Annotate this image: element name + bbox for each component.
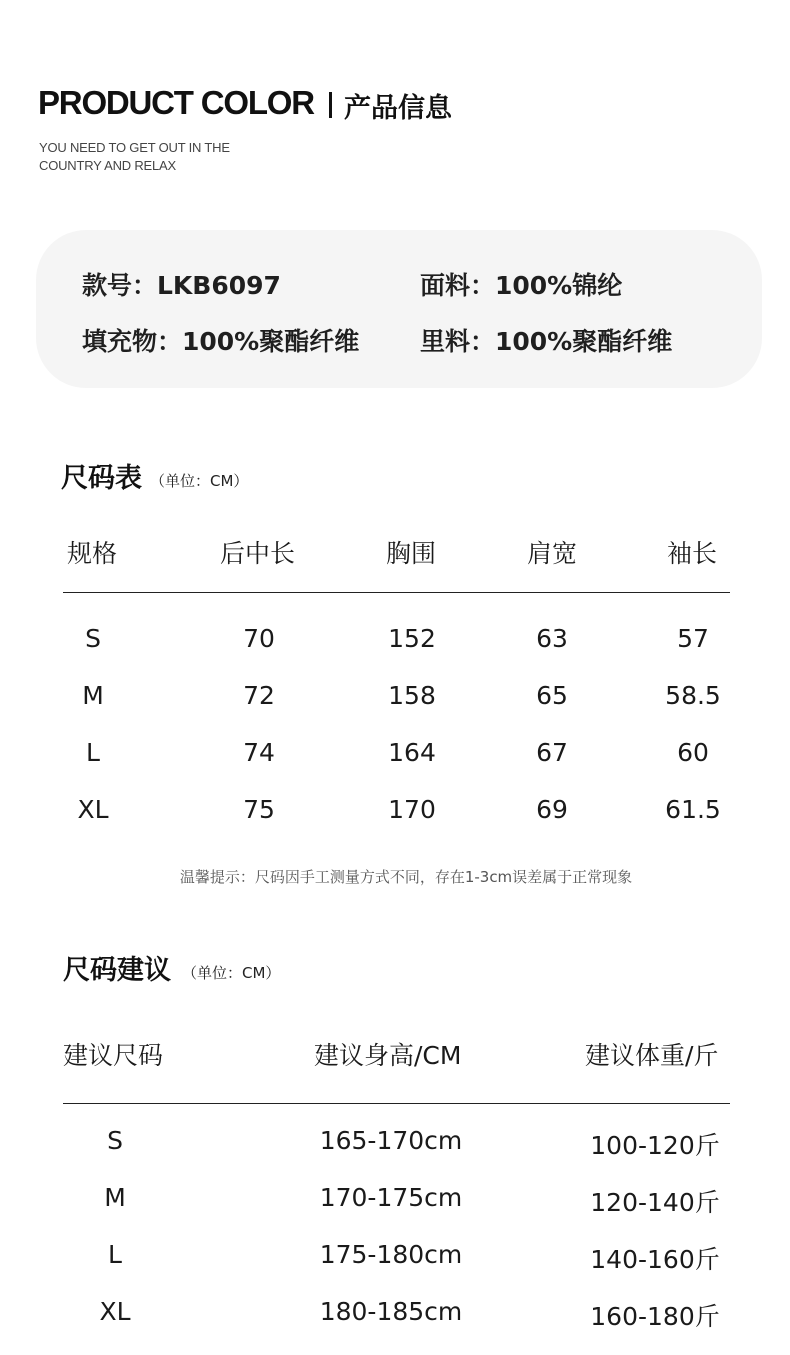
size-chart-value-cell: 65 (536, 681, 568, 710)
size-advice-height-cell: 175-180cm (319, 1240, 463, 1269)
size-chart-value-cell: 60 (677, 738, 709, 767)
size-chart-size-cell: S (85, 624, 101, 653)
size-advice-weight-cell: 100-120斤 (590, 1131, 720, 1160)
lining-info: 里料：100%聚酯纤维 (420, 327, 673, 356)
size-chart-value-cell: 69 (536, 795, 568, 824)
size-chart-header-cell: 袖长 (667, 539, 718, 568)
filling-info: 填充物：100%聚酯纤维 (82, 327, 360, 356)
size-advice-header-cell: 建议尺码 (63, 1041, 164, 1070)
header-tagline-line2: COUNTRY AND RELAX (39, 158, 176, 173)
size-chart-value-cell: 152 (388, 624, 436, 653)
size-chart-header-cell: 胸围 (386, 539, 437, 568)
size-chart-value-cell: 70 (243, 624, 275, 653)
size-advice-unit: （单位：CM） (182, 964, 281, 982)
size-chart-value-cell: 57 (677, 624, 709, 653)
size-chart-size-cell: XL (77, 795, 109, 824)
size-advice-size-cell: XL (99, 1297, 131, 1326)
size-chart-header-cell: 规格 (67, 539, 118, 568)
size-chart-value-cell: 58.5 (665, 681, 721, 710)
size-chart-value-cell: 158 (388, 681, 436, 710)
size-chart-value-cell: 170 (388, 795, 436, 824)
size-chart-value-cell: 61.5 (665, 795, 721, 824)
product-info-card (36, 230, 762, 388)
size-chart-value-cell: 63 (536, 624, 568, 653)
size-chart-value-cell: 164 (388, 738, 436, 767)
size-advice-height-cell: 165-170cm (319, 1126, 463, 1155)
size-advice-divider (63, 1103, 730, 1104)
size-chart-size-cell: M (82, 681, 104, 710)
size-chart-value-cell: 72 (243, 681, 275, 710)
style-number: 款号：LKB6097 (82, 271, 281, 300)
size-advice-weight-cell: 140-160斤 (590, 1245, 720, 1274)
size-advice-size-cell: L (108, 1240, 122, 1269)
size-chart-unit: （单位：CM） (150, 472, 249, 490)
size-advice-title: 尺码建议 (63, 955, 171, 986)
header-divider (329, 92, 332, 118)
header-title-cn: 产品信息 (344, 93, 452, 124)
header-title-en: PRODUCT COLOR (38, 84, 314, 121)
size-advice-size-cell: M (104, 1183, 126, 1212)
size-advice-header-cell: 建议体重/斤 (585, 1041, 719, 1070)
size-advice-header-cell: 建议身高/CM (314, 1041, 462, 1070)
size-chart-divider (63, 592, 730, 593)
size-advice-height-cell: 170-175cm (319, 1183, 463, 1212)
header-tagline-line1: YOU NEED TO GET OUT IN THE (39, 140, 230, 155)
size-advice-size-cell: S (107, 1126, 123, 1155)
size-chart-value-cell: 67 (536, 738, 568, 767)
size-chart-value-cell: 74 (243, 738, 275, 767)
size-chart-title: 尺码表 (61, 463, 142, 494)
size-chart-header-cell: 肩宽 (527, 539, 578, 568)
size-chart-header-cell: 后中长 (220, 539, 296, 568)
size-chart-note: 温馨提示：尺码因手工测量方式不同，存在1-3cm误差属于正常现象 (179, 868, 633, 886)
size-chart-size-cell: L (86, 738, 100, 767)
size-chart-value-cell: 75 (243, 795, 275, 824)
size-advice-weight-cell: 120-140斤 (590, 1188, 720, 1217)
size-advice-height-cell: 180-185cm (319, 1297, 463, 1326)
size-advice-weight-cell: 160-180斤 (590, 1302, 720, 1331)
fabric-info: 面料：100%锦纶 (420, 271, 623, 300)
